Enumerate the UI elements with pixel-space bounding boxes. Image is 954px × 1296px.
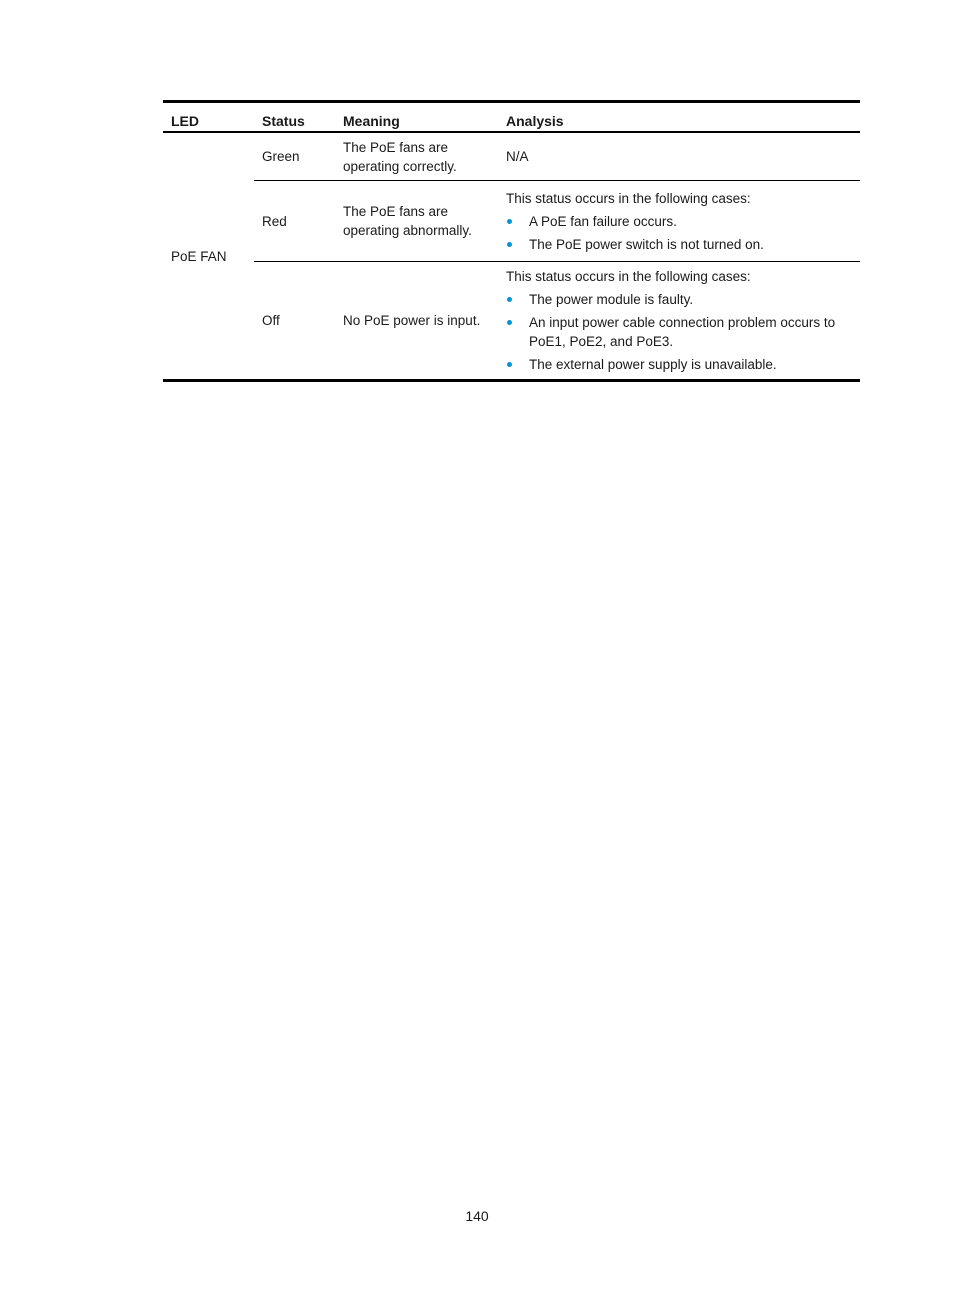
status-cell: Green (254, 132, 335, 181)
table-row (163, 132, 860, 181)
bullet-icon (507, 242, 512, 247)
list-item-text: The external power supply is unavailable. (529, 357, 777, 372)
list-item-text: The power module is faulty. (529, 292, 694, 307)
list-item (506, 290, 852, 309)
bullet-icon (507, 320, 512, 325)
list-item-text: An input power cable connection problem occurs to PoE1, PoE2, and PoE3. (529, 315, 836, 349)
page-number: 140 (465, 1208, 489, 1224)
meaning-cell: No PoE power is input. (343, 313, 481, 328)
table-row (163, 181, 860, 262)
analysis-cell: N/A (498, 132, 860, 181)
analysis-list (506, 212, 852, 254)
meaning-cell: The PoE fans are operating abnormally. (335, 181, 498, 262)
analysis-intro: This status occurs in the following cases: (506, 190, 751, 206)
list-item (506, 235, 852, 254)
meaning-cell: The PoE fans are operating correctly. (335, 132, 498, 181)
list-item-text: The PoE power switch is not turned on. (529, 236, 764, 252)
bullet-icon (507, 297, 512, 302)
header-status: Status (254, 102, 335, 133)
analysis-list (506, 290, 852, 374)
analysis-cell (498, 262, 860, 381)
list-item (506, 212, 852, 231)
header-analysis: Analysis (498, 102, 860, 133)
led-status-table (163, 100, 860, 382)
status-cell: Off (262, 313, 280, 328)
led-name-cell: PoE FAN (163, 132, 254, 381)
header-led: LED (163, 102, 254, 133)
table-row (163, 262, 860, 381)
header-meaning: Meaning (335, 102, 498, 133)
list-item (506, 313, 852, 351)
analysis-intro: This status occurs in the following cases: (506, 269, 751, 284)
list-item-text: A PoE fan failure occurs. (529, 213, 677, 229)
table-header-row (163, 102, 860, 133)
bullet-icon (507, 219, 512, 224)
list-item (506, 355, 852, 374)
bullet-icon (507, 362, 512, 367)
analysis-cell (498, 181, 860, 262)
status-cell: Red (254, 181, 335, 262)
